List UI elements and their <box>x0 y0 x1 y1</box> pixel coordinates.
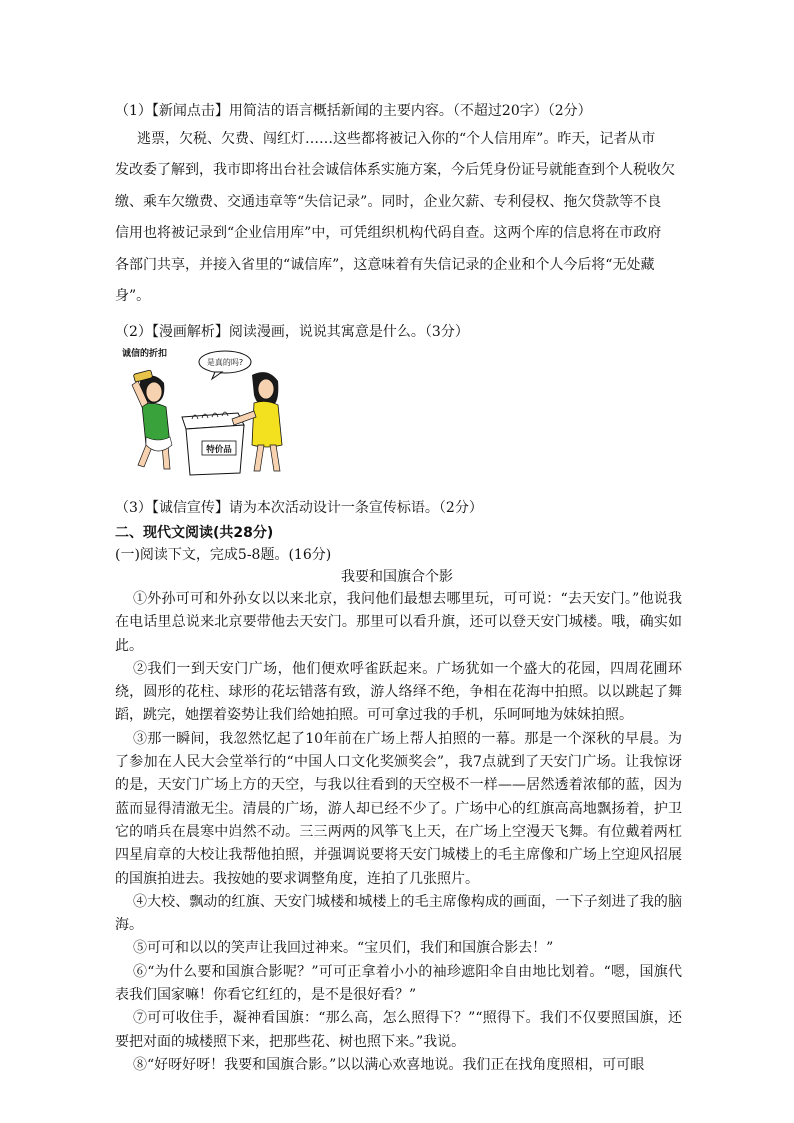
news-line: 各部门共享，并接入省里的“诚信库”，这意味着有失信记录的企业和个人今后将“无处藏 <box>115 256 655 273</box>
paragraph-8: ⑧“好呀好呀！我要和国旗合影。”以以满心欢喜地说。我们正在找角度照相，可可眼 <box>133 1056 645 1073</box>
subsection-heading: (一)阅读下文，完成5-8题。(16分) <box>115 547 332 563</box>
paragraph-5: ⑤可可和以以的笑声让我回过神来。“宝贝们，我们和国旗合影去！” <box>133 940 554 957</box>
news-line: 逃票，欠税、欠费、闯红灯……这些都将被记入你的“个人信用库”。昨天，记者从市 <box>137 131 656 147</box>
cartoon-caption: 诚信的折扣 <box>122 349 168 359</box>
paragraph-7: ⑦可可收住手，凝神看国旗：“那么高，怎么照得下？”“照得下。我们不仅要照国旗，还要把对面的城楼照下来，把那些花、树也照下来。”我说。 <box>115 1010 682 1050</box>
left-woman-figure <box>132 370 172 469</box>
news-line: 发改委了解到，我市即将出台社会诚信体系实施方案，今后凭身份证号就能查到个人税收欠 <box>115 162 675 179</box>
news-line: 身”。 <box>115 288 151 305</box>
news-line: 缴、乘车欠缴费、交通违章等“失信记录”。同时，企业欠薪、专利侵权、拖欠贷款等不良 <box>115 193 662 210</box>
paragraph-2: ②我们一到天安门广场，他们便欢呼雀跃起来。广场犹如一个盛大的花园，四周花圃环绕，圆形的花柱、球形的花坛错落有致，游人络绎不绝，争相在花海中拍照。以以跳起了舞蹈，跳完，她摆着姿势让我们给她拍照。可可拿过我的手机，乐呵呵地为妹妹拍照。 <box>115 660 682 724</box>
box-label: 特价品 <box>206 445 232 455</box>
question-2: （2）【漫画解析】阅读漫画，说说其寓意是什么。（3分） <box>115 324 469 340</box>
section-heading: 二、现代文阅读(共28分) <box>115 525 274 541</box>
paragraph-3: ③那一瞬间，我忽然忆起了10年前在广场上帮人拍照的一幕。那是一个深秋的早晨。为了参加在人民大会堂举行的“中国人口文化奖颁奖会”，我7点就到了天安门广场。让我惊讶的是，天安门广场上方的天空，与我以往看到的天空极不一样——居然透着浓郁的蓝，因为蓝而显得清澈无尘。清晨的广场，游人却已经不少了。广场中心的红旗高高地飘扬着，护卫它的哨兵在晨寒中岿然不动。三三两两的风筝飞上天，在广场上空漫天飞舞。有位戴着两杠四星肩章的大校让我帮他拍照，并强调说要将天安门城楼上的毛主席像和广场上空迎风招展的国旗拍进去。我按她的要求调整角度，连拍了几张照片。 <box>115 730 682 887</box>
question-1: （1）【新闻点击】用简洁的语言概括新闻的主要内容。（不超过20字）（2分） <box>115 103 592 119</box>
article-body <box>115 588 682 1077</box>
news-line: 信用也将被记录到“企业信用库”中，可凭组织机构代码自查。这两个库的信息将在市政府 <box>115 225 662 242</box>
paragraph-4: ④大校、飘动的红旗、天安门城楼和城楼上的毛主席像构成的画面，一下子刻进了我的脑海。 <box>115 893 682 934</box>
cartoon-image <box>120 345 290 480</box>
paragraph-6: ⑥“为什么要和国旗合影呢？”可可正拿着小小的袖珍遮阳伞自由地比划着。“嗯，国旗代表我们国家嘛！你看它红红的，是不是很好看？” <box>115 963 682 1004</box>
paragraph-1: ①外孙可可和外孙女以以来北京，我问他们最想去哪里玩，可可说：“去天安门。”他说我在电话里总说来北京要带他去天安门。那里可以看升旗，还可以登天安门城楼。哦，确实如此。 <box>115 591 682 654</box>
speech-bubble-tail <box>212 372 222 379</box>
bubble-text: 是真的吗? <box>206 358 244 367</box>
news-passage <box>115 124 682 312</box>
article-title: 我要和国旗合个影 <box>341 569 453 585</box>
question-3: （3）【诚信宣传】请为本次活动设计一条宣传标语。（2分） <box>115 500 483 516</box>
